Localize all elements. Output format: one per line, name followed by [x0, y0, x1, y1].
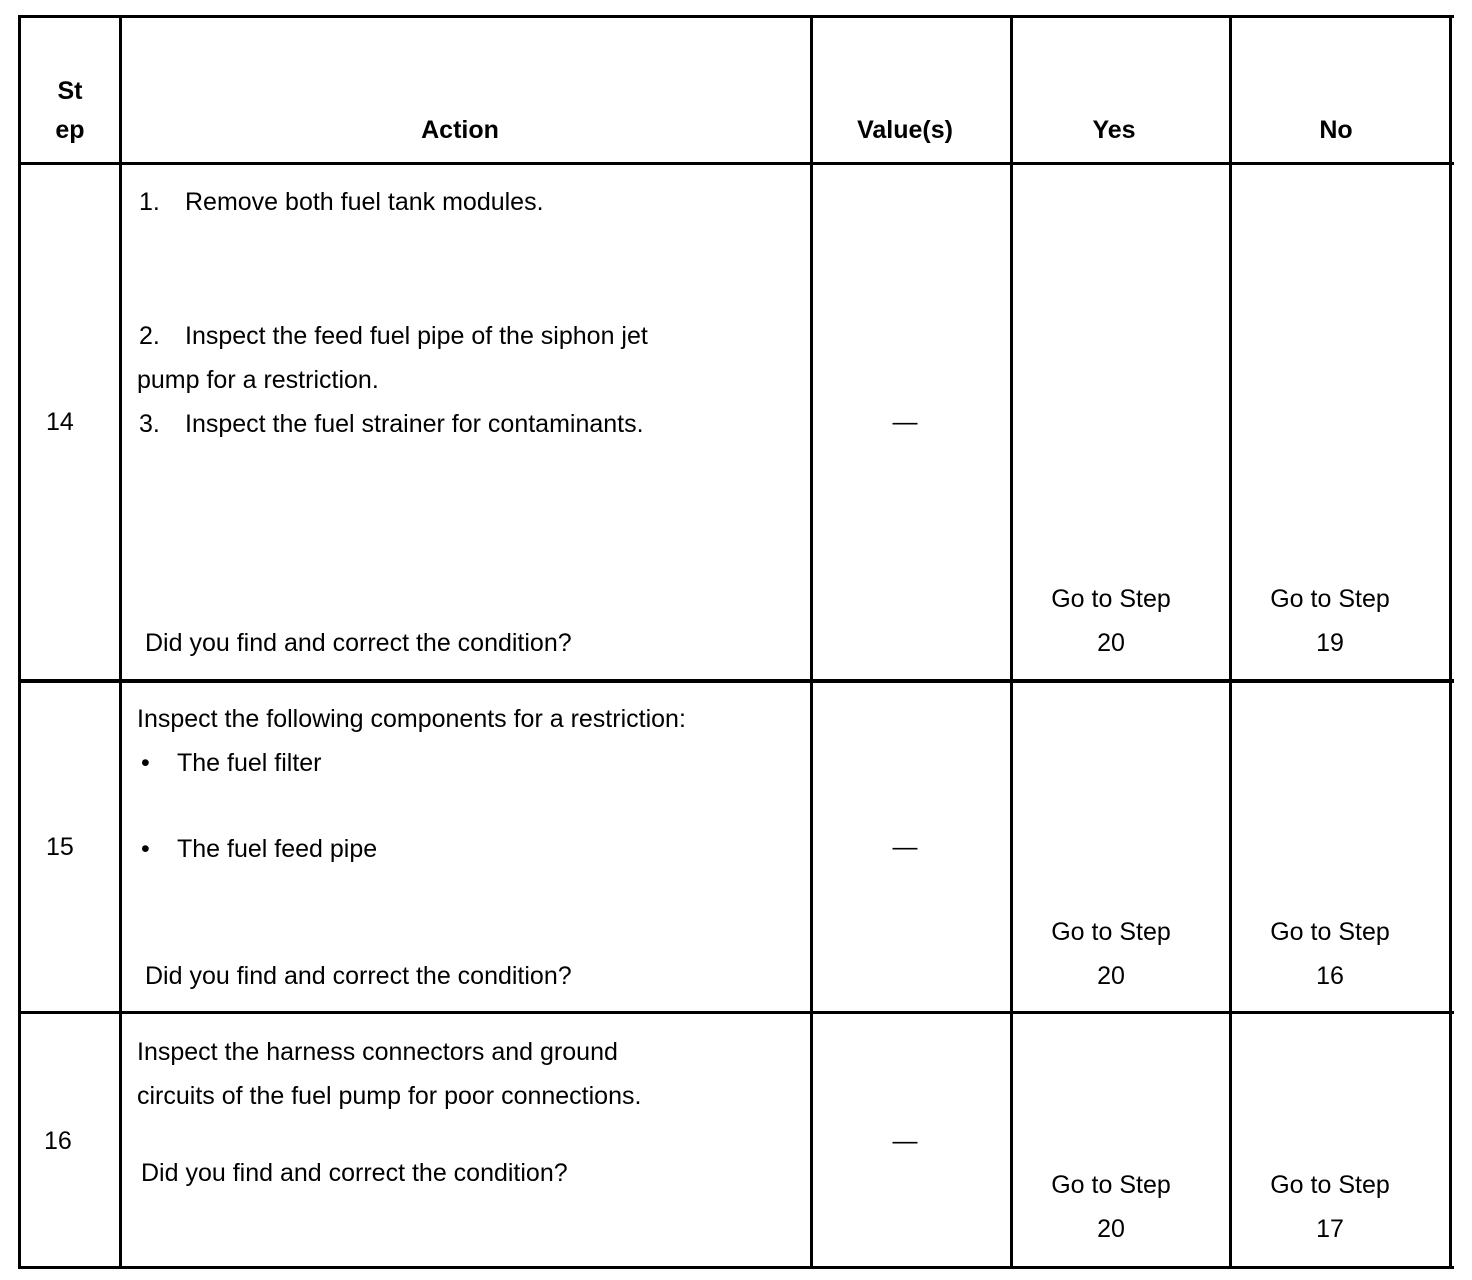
header-divider [18, 162, 1454, 165]
step-number: 16 [44, 1127, 72, 1155]
no-goto-label: Go to Step [1270, 585, 1390, 613]
header-step-line1: St [57, 77, 83, 105]
table-border-top [18, 15, 1454, 18]
header-step-line2: ep [55, 116, 85, 144]
yes-goto-label: Go to Step [1051, 585, 1171, 613]
table-border-bottom [18, 1266, 1454, 1269]
header-yes: Yes [1092, 116, 1136, 144]
no-goto-step: 17 [1316, 1215, 1344, 1243]
value-cell: — [892, 408, 918, 436]
step-number: 14 [46, 408, 74, 436]
action-item-number: 3. [139, 410, 160, 438]
yes-goto-step: 20 [1097, 962, 1125, 990]
header-action: Action [421, 116, 499, 144]
action-item-text: Remove both fuel tank modules. [185, 188, 544, 216]
table-border-right [1449, 15, 1452, 1269]
bullet-marker: • [141, 835, 150, 863]
yes-goto-label: Go to Step [1051, 918, 1171, 946]
column-divider-action-values [810, 15, 813, 1269]
action-question: Did you find and correct the condition? [141, 1159, 568, 1187]
row-divider-15-16 [18, 1011, 1454, 1014]
value-cell: — [892, 833, 918, 861]
header-no: No [1319, 116, 1353, 144]
action-item-text: Inspect the feed fuel pipe of the siphon jet [185, 322, 648, 350]
action-item-number: 1. [139, 188, 160, 216]
bullet-marker: • [141, 749, 150, 777]
action-item-text-continued: pump for a restriction. [137, 366, 379, 394]
row-divider-14-15 [18, 679, 1454, 683]
table-border-left [18, 15, 21, 1269]
action-item-number: 2. [139, 322, 160, 350]
no-goto-label: Go to Step [1270, 1171, 1390, 1199]
action-bullet-item: The fuel filter [177, 749, 322, 777]
action-intro: Inspect the following components for a restriction: [137, 705, 686, 733]
yes-goto-label: Go to Step [1051, 1171, 1171, 1199]
action-text-continued: circuits of the fuel pump for poor connections. [137, 1082, 642, 1110]
header-values: Value(s) [857, 116, 953, 144]
yes-goto-step: 20 [1097, 629, 1125, 657]
action-text: Inspect the harness connectors and ground [137, 1038, 618, 1066]
no-goto-step: 19 [1316, 629, 1344, 657]
step-number: 15 [46, 833, 74, 861]
action-question: Did you find and correct the condition? [145, 962, 572, 990]
value-cell: — [892, 1127, 918, 1155]
no-goto-step: 16 [1316, 962, 1344, 990]
yes-goto-step: 20 [1097, 1215, 1125, 1243]
action-question: Did you find and correct the condition? [145, 629, 572, 657]
column-divider-step-action [119, 15, 122, 1269]
action-item-text: Inspect the fuel strainer for contaminants. [185, 410, 644, 438]
action-bullet-item: The fuel feed pipe [177, 835, 378, 863]
no-goto-label: Go to Step [1270, 918, 1390, 946]
